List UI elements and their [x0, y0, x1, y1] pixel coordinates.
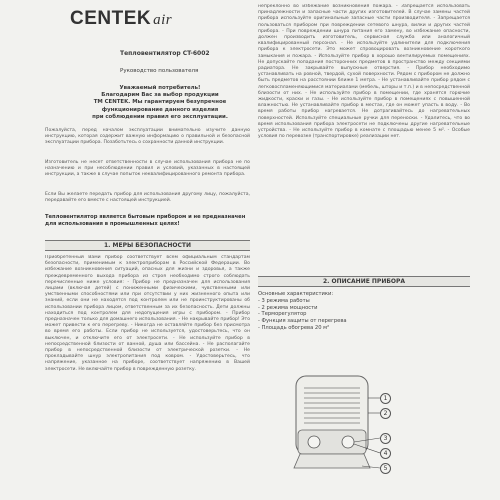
safety-text-continued: непреклонно во избежание возникновения пожара. - Запрещается использовать принадлежности и запасные части других изготовителей. В случае замены частей прибора используйте оригинальные запасные части производителя. - Запрещается пользоваться прибором при повреждении сетевого шнура, вилки и других частей прибора. - При повреждении шнура питания его замену, во избежание опасности, должен производить изготовитель, сервисная служба или аналогичный квалифицированный персонал. - Не используйте удлинители для подключения прибора к электросети. Это может спровоцировать возникновение короткого замыкания и пожара. - Используйте прибор в хорошо вентилируемых помещениях. Не допускайте попадания посторонних предметов в пространство между секциями радиатора. Не закрывайте выпускные отверстия. - Прибор необходимо устанавливать на ровной, твердой, сухой поверхности. Рядом с прибором не должно быть предметов на расстоянии ближе 1 метра. - Не устанавливайте прибор рядом с легковоспламеняющимися материалами (мебель, шторы и т.п.) и в непосредственной близости от них. - Не используйте прибор в помещении, где хранятся горючие жидкости, краски и газы. - Не используйте прибор в помещениях с повышенной влажностью. Не устанавливайте прибор в местах, где он может упасть в воду. - Во время работы прибор нагревается. Не дотрагивайтесь до нагревательных поверхностей. Используйте специальные ручки для переноски. - Удалитесь, что во время использования прибора электросети не подключены другие нагревательные устройства. - Не используйте прибор в комнате с площадью менее 5 м². - Особые условия по перевозке (транспортировке) реализации нет.	[258, 4, 470, 140]
greeting-line: Уважаемый потребитель!	[119, 85, 201, 91]
product-title: Тепловентилятор CT-6002	[120, 50, 210, 57]
greeting-line: функционирование данного изделия	[101, 106, 219, 113]
spec-item: - Площадь обогрева 20 м²	[258, 324, 330, 331]
spec-heading: Основные характеристики:	[258, 291, 334, 297]
greeting-line: при соблюдении правил его эксплуатации.	[92, 113, 228, 120]
greeting-line: ТМ CENTEK. Мы гарантируем безупречное	[93, 99, 227, 106]
callout-5: 5	[380, 463, 391, 474]
spec-item: - 3 режима работы	[258, 297, 310, 304]
greeting	[75, 85, 245, 121]
household-note: Тепловентилятор является бытовым прибором и не предназначен для использования в промышленных целях!	[45, 214, 246, 227]
callout-4: 4	[380, 448, 391, 459]
brand-logo	[70, 8, 172, 30]
section-2-title: 2. ОПИСАНИЕ ПРИБОРА	[258, 276, 470, 287]
spec-item: - Терморегулятор	[258, 311, 307, 318]
spec-item: - 2 режима мощности	[258, 304, 318, 311]
brand-name: CENTEK	[70, 8, 152, 29]
section-1-title: 1. МЕРЫ БЕЗОПАСНОСТИ	[45, 240, 250, 251]
spec-list	[258, 291, 470, 332]
spec-item: - Функция защиты от перегрева	[258, 318, 347, 325]
intro-paragraph-2: Изготовитель не несет ответственности в случае использования прибора не по назначению и при несоблюдении правил и условий, указанных в настоящей инструкции, а также в случае попыток неквалифицированного ремонта прибора.	[45, 160, 250, 178]
heater-illustration	[290, 368, 380, 478]
manual-title: Руководство пользователя	[120, 68, 199, 74]
greeting-line: Благодарим Вас за выбор продукции	[101, 92, 219, 99]
safety-text: Приобретенный Вами прибор соответствует всем официальным стандартам безопасности, применимым к электроприборам в Российской Федерации. Во избежание возникновения ситуаций, опасных для жизни и здоровья, а также преждевременного выхода прибора из строя необходимо строго соблюдать перечисленные ниже условия: - Прибор не предназначен для использования лицами (включая детей) с пониженными физическими, чувственными или умственными способностями или при отсутствии у них жизненного опыта или знаний, если они не находятся под контролем или не проинструктированы об использовании прибора лицом, ответственным за их безопасность. Дети должны находиться под контролем для недопущения игры с прибором. - Прибор предназначен только для домашнего использования. - Не накрывайте прибор! Это может привести к его перегреву. - Никогда не оставляйте прибор без присмотра во время его работы. Если прибор не используется, удостоверьтесь, что он выключен, и отключите его от электросети. - Не используйте прибор в непосредственной близости от ванной, душа или бассейна. - Не располагайте прибор в непосредственной близости от электрической розетки. - Не прокладывайте шнур электропитания под ковром. - Удостоверьтесь, что напряжение, указанное на приборе, соответствует напряжению в Вашей электросети. Не включайте прибор в поврежденную розетку.	[45, 255, 250, 372]
callout-2: 2	[380, 408, 391, 419]
brand-suffix: air	[153, 12, 173, 28]
intro-paragraph-1: Пожалуйста, перед началом эксплуатации внимательно изучите данную инструкцию, которая содержит важную информацию о правильной и безопасной эксплуатации прибора. Позаботьтесь о сохранности данной инструкции.	[45, 128, 250, 146]
intro-paragraph-3: Если Вы желаете передать прибор для использования другому лицу, пожалуйста, передавайте его вместе с настоящей инструкцией.	[45, 192, 250, 204]
callout-3: 3	[380, 433, 391, 444]
callout-1: 1	[380, 393, 391, 404]
